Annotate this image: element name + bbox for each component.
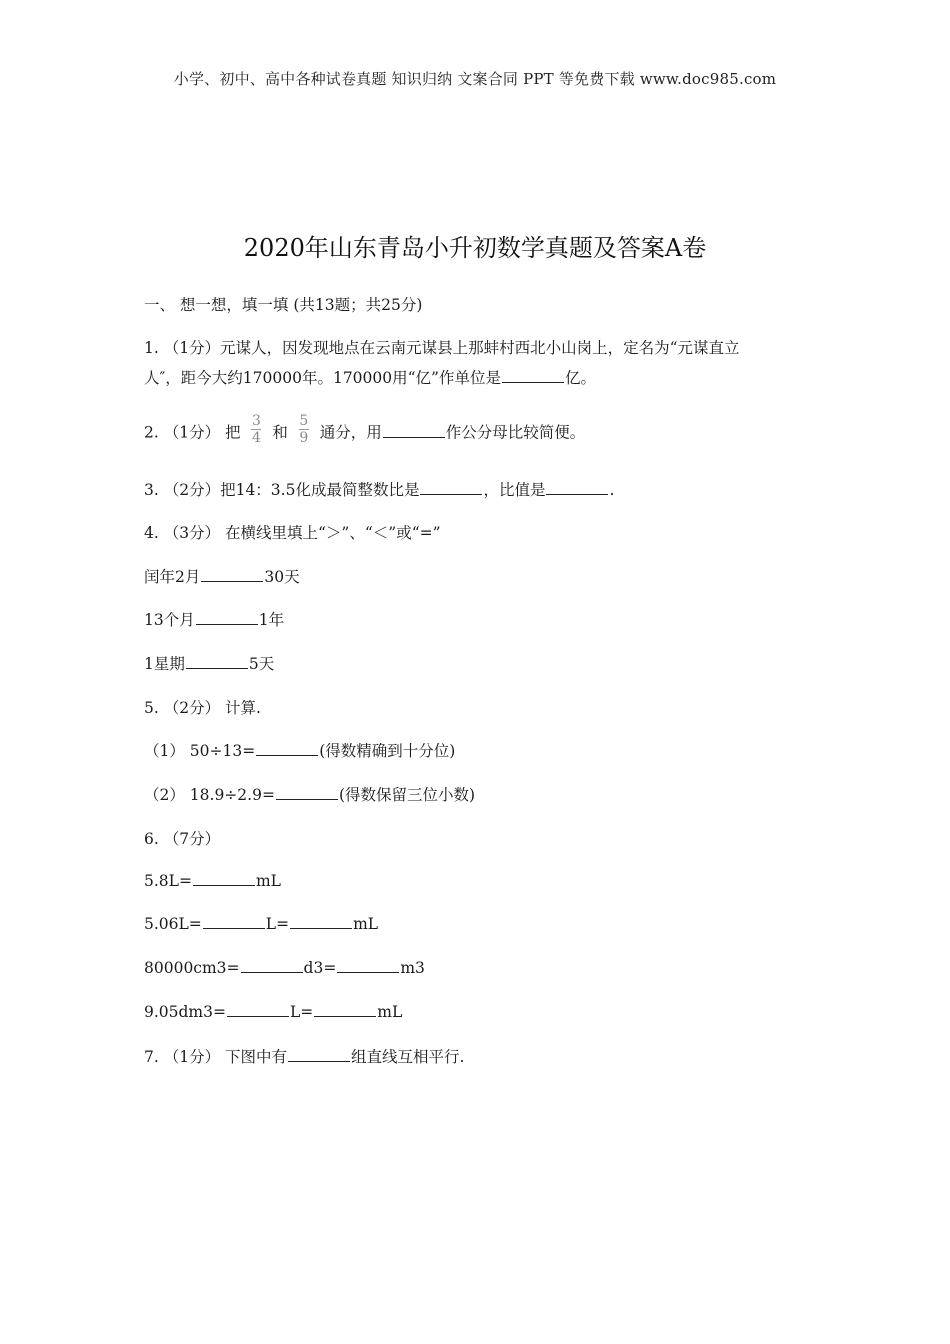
q4-left: 闰年2月 xyxy=(144,568,201,586)
q6-text: 5.8L= xyxy=(144,872,192,890)
answer-blank[interactable] xyxy=(193,871,255,886)
answer-blank[interactable] xyxy=(227,1002,289,1017)
q4-left: 1星期 xyxy=(144,655,185,673)
q2-prefix: 2. （1分） 把 xyxy=(144,423,241,442)
question-6-row-3 xyxy=(144,958,425,977)
answer-blank[interactable] xyxy=(203,914,265,929)
answer-blank[interactable] xyxy=(420,480,482,495)
answer-blank[interactable] xyxy=(241,958,303,973)
q6-unit: d3= xyxy=(303,959,337,977)
q4-right: 1年 xyxy=(258,611,285,629)
q3-text: 3. （2分）把14：3.5化成最简整数比是 xyxy=(144,481,420,499)
question-3 xyxy=(144,478,614,500)
site-header: 小学、初中、高中各种试卷真题 知识归纳 文案合同 PPT 等免费下载 www.doc985.com xyxy=(173,70,777,88)
q6-unit: L= xyxy=(289,1003,314,1021)
answer-blank[interactable] xyxy=(201,567,263,582)
denominator: 9 xyxy=(299,430,309,446)
q6-unit: L= xyxy=(265,915,290,933)
answer-blank[interactable] xyxy=(314,1002,376,1017)
q7-text: 7. （1分） 下图中有 xyxy=(144,1048,288,1066)
question-4-row-2 xyxy=(144,608,284,630)
q6-text: 9.05dm3= xyxy=(144,1003,226,1021)
q4-right: 5天 xyxy=(248,655,275,673)
q2-after: 通分，用 xyxy=(319,423,382,442)
q5-expr: （1） 50÷13= xyxy=(144,742,256,760)
numerator: 5 xyxy=(299,413,309,429)
answer-blank[interactable] xyxy=(256,741,318,756)
q6-text: 5.06L= xyxy=(144,915,202,933)
question-4-row-3 xyxy=(144,652,274,674)
denominator: 4 xyxy=(251,430,261,446)
q2-and: 和 xyxy=(272,423,288,442)
question-5-part-2 xyxy=(144,783,475,805)
q2-suffix: 作公分母比较简便。 xyxy=(445,423,586,442)
question-6-row-4 xyxy=(144,1002,402,1021)
q1-text: 人″，距今大约170000年。170000用“亿”作单位是 xyxy=(144,369,501,387)
question-6-row-2 xyxy=(144,914,378,933)
question-4-row-1 xyxy=(144,565,300,587)
q6-unit: mL xyxy=(255,872,281,890)
q4-right: 30天 xyxy=(264,568,300,586)
question-5-part-1 xyxy=(144,739,455,761)
question-4-stem: 4. （3分） 在横线里填上“＞”、“＜”或“=” xyxy=(144,524,441,542)
answer-blank[interactable] xyxy=(276,785,338,800)
answer-blank[interactable] xyxy=(546,480,608,495)
question-6-stem: 6. （7分） xyxy=(144,830,221,848)
q5-note: (得数精确到十分位) xyxy=(319,742,456,760)
answer-blank[interactable] xyxy=(337,958,399,973)
page-title: 2020年山东青岛小升初数学真题及答案A卷 xyxy=(243,234,707,262)
q1-unit: 亿。 xyxy=(564,369,596,387)
question-6-row-1 xyxy=(144,871,281,890)
question-7 xyxy=(144,1045,464,1067)
q4-left: 13个月 xyxy=(144,611,195,629)
question-2 xyxy=(144,413,586,449)
q7-text-2: 组直线互相平行. xyxy=(351,1048,465,1066)
answer-blank[interactable] xyxy=(288,1047,350,1062)
q6-unit: m3 xyxy=(400,959,425,977)
question-1-line-1: 1. （1分）元谋人，因发现地点在云南元谋县上那蚌村西北小山岗上，定名为“元谋直立 xyxy=(144,339,740,357)
q6-unit: mL xyxy=(353,915,379,933)
q5-expr: （2） 18.9÷2.9= xyxy=(144,786,275,804)
numerator: 3 xyxy=(251,413,261,429)
answer-blank[interactable] xyxy=(383,423,445,438)
section-heading: 一、 想一想，填一填 (共13题；共25分) xyxy=(144,296,423,314)
fraction-5-9 xyxy=(299,414,309,445)
q6-unit: mL xyxy=(377,1003,403,1021)
answer-blank[interactable] xyxy=(196,610,258,625)
q3-end: . xyxy=(609,481,615,499)
q3-text-2: ，比值是 xyxy=(483,481,546,499)
question-5-stem: 5. （2分） 计算. xyxy=(144,699,261,717)
question-1-line-2 xyxy=(144,366,596,388)
fraction-3-4 xyxy=(251,414,261,445)
answer-blank[interactable] xyxy=(290,914,352,929)
answer-blank[interactable] xyxy=(186,654,248,669)
q6-text: 80000cm3= xyxy=(144,959,240,977)
answer-blank[interactable] xyxy=(502,368,564,383)
q5-note: (得数保留三位小数) xyxy=(338,786,476,804)
